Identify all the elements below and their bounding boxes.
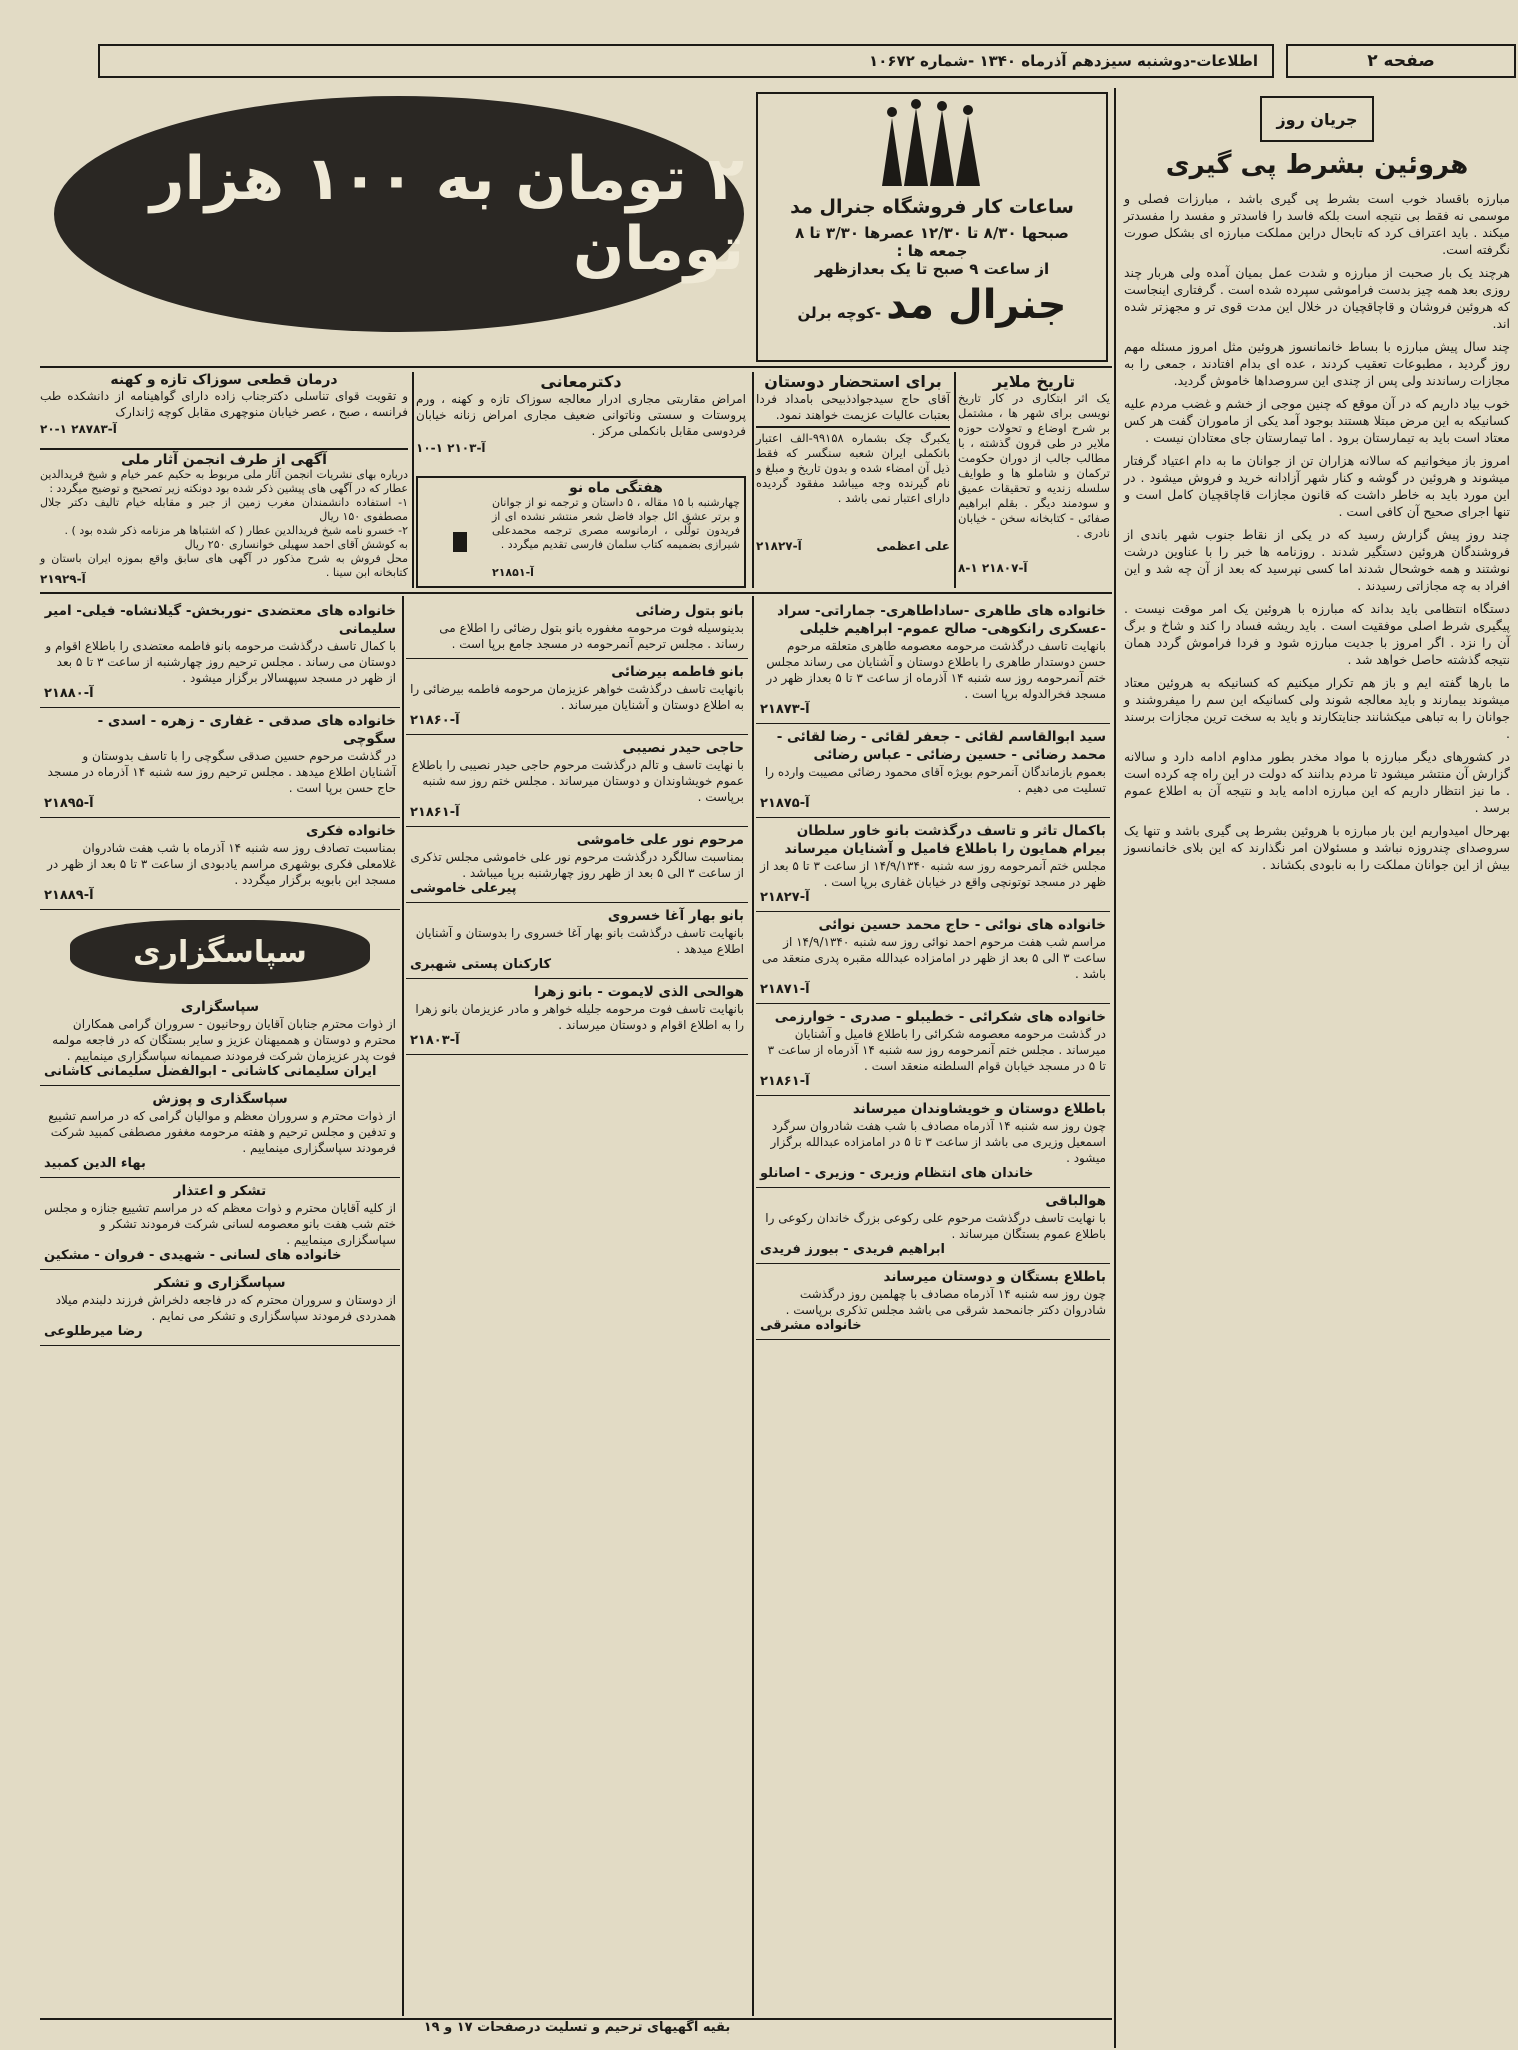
obituary-code: پیرعلی خاموشی bbox=[410, 881, 517, 896]
obituary bbox=[756, 724, 1110, 818]
footer-note: بقیه آگهیهای ترحیم و تسلیت درصفحات ۱۷ و ۱۹ bbox=[423, 2020, 731, 2035]
editorial-paragraph: ما بارها گفته ایم و باز هم تکرار میکنیم که کسانیکه به هروئین معتاد میشوند بیمارند و باید معالجه شوند ولی کسانیکه این سم را میفروشند و جوانان را به تباهی میکشانند جنایتکارند و باید به سخت ترین مجازات برسند . bbox=[1124, 675, 1510, 741]
obituary-family: خانواده های صدقی - غفاری - زهره - اسدی - سگوچی bbox=[97, 713, 396, 747]
obituary-family: هوالحی الذی لایموت - بانو زهرا bbox=[534, 984, 744, 1000]
issue-line: اطلاعات-دوشنبه سیزدهم آذرماه ۱۳۴۰ -شماره ۱۰۶۷۲ bbox=[869, 52, 1258, 70]
editorial-paragraph: در کشورهای دیگر مبارزه با مواد مخدر بطور مداوم ادامه دارد و سالانه گزارش آن منتشر میشود تا مردم بدانند که دولت در این راه چه کرده است . ما نیز انتظار داریم که این مبارزه ادامه یابد و نتیجه آن به اطلاع عموم برسد . bbox=[1124, 749, 1510, 815]
editorial-paragraph: چند روز پیش گزارش رسید که در یکی از نقاط جنوب شهر باندی از فروشندگان هروئین دستگیر شدند . روزنامه ها خبر را با عناوین درشت نوشتند و همه خوشحال شدند اما کسی نپرسید که بعد از آن چه شد و این افراد به چه مجازاتی رسیدند . bbox=[1124, 527, 1510, 593]
welcome-ad-text: آقای حاج سیدجوادذبیحی بامداد فردا بعتبات عالیات عزیمت خواهند نمود. bbox=[756, 392, 950, 422]
rubric-box bbox=[1260, 96, 1374, 142]
issue-line-box bbox=[98, 44, 1274, 78]
obituary-body: چون روز سه شنبه ۱۴ آذرماه مصادف با شب هفت شادروان سرگرد اسمعیل وزیری می باشد از ساعت ۳ تا ۵ در امامزاده عبدالله برگزار میشود . bbox=[770, 1119, 1106, 1165]
fridays-label: جمعه ها : bbox=[896, 242, 968, 260]
national-ad-text: درباره بهای نشریات انجمن آثار ملی مربوط به حکیم عمر خیام و شیخ فریدالدین عطار که در آگهی های پیشین ذکر شده بود دونکته زیر تصحیح و توضیح میگردد : bbox=[40, 468, 408, 495]
treatment-ad bbox=[40, 372, 408, 446]
thanks-banner bbox=[70, 920, 370, 984]
obituary-body: مجلس ختم آنمرحومه روز سه شنبه ۱۴/۹/۱۳۴۰ از ساعت ۳ تا ۵ بعد از ظهر در مسجد توتونچی واقع در خیابان غفاری برپا است . bbox=[760, 859, 1106, 889]
national-ad-item: ۲- خسرو نامه شیخ فریدالدین عطار ( که اشتباها هر مزنامه ذکر شده بود ) . bbox=[64, 524, 408, 537]
obituary-family: هوالباقی bbox=[1045, 1193, 1106, 1209]
general-mod-ad bbox=[756, 92, 1108, 362]
obituary-body: در گذشت مرحوم حسین صدقی سگوچی را با تاسف بدوستان و آشنایان اطلاع میدهد . مجلس ترحیم روز سه شنبه ۱۴ آذرماه در مسجد حاج حسن برپا است . bbox=[47, 749, 396, 795]
obituary-body: با کمال تاسف درگذشت مرحومه بانو فاطمه معتضدی را باطلاع اقوام و دوستان می رساند . مجلس ترحیم روز چهارشنبه از ساعت ۳ تا ۵ بعد از ظهر در مسجد سپهسالار برگزار میشود . bbox=[45, 639, 396, 685]
national-ad-title: آگهی از طرف انجمن آثار ملی bbox=[121, 452, 327, 468]
obituary-family: باطلاع بستگان و دوستان میرساند bbox=[883, 1269, 1106, 1285]
thanks-note-body: از کلیه آقایان محترم و ذوات معظم که در مراسم تشییع جنازه و مجلس ختم شب هفت بانو معصومه لسانی شرکت فرمودند تشکر و سپاسگزاری مینماییم . bbox=[44, 1201, 396, 1247]
history-ad-code: آ-۲۱۸۰۷ ۱-۸ bbox=[958, 561, 1028, 575]
page-number-box bbox=[1286, 44, 1516, 78]
fridays-hours: از ساعت ۹ صبح تا یک بعدازظهر bbox=[814, 260, 1050, 278]
doctor-ad-text: امراض مقاربتی مجاری ادرار معالجه سوزاک تازه و کهنه ، ورم پروستات و سستی وناتوانی ضعیف مجاری امراض زنانه خیابان فردوسی مقابل بانکملی مرکز . bbox=[416, 392, 746, 438]
thanks-note-title: سپاسگزاری bbox=[180, 999, 260, 1015]
obituary-code: آ-۲۱۸۷۳ bbox=[760, 702, 810, 717]
thanks-note-body: از دوستان و سروران محترم که در فاجعه دلخراش فرزند دلبندم میلاد همدردی فرمودند سپاسگزاری و تشکر می نمایم . bbox=[55, 1293, 396, 1323]
editorial-paragraph: مبارزه باقساد خوب است بشرط پی گیری باشد ، مبارزات فصلی و موسمی نه فقط بی نتیجه است بلکه فاسد را فاسدتر و مفسد را مفسدتر میکند . باید اعتراف کرد که تابحال دراین مملکت مبارزه ای بشکل صورت نگرفته است. bbox=[1124, 191, 1510, 257]
magazine-ad-title: هفتگی ماه نو bbox=[569, 480, 663, 496]
store-hours-title: ساعات کار فروشگاه جنرال مد bbox=[790, 196, 1074, 218]
magazine-ad-code: آ-۲۱۸۵۱ bbox=[492, 566, 534, 579]
column-rule bbox=[752, 372, 754, 588]
treatment-ad-text: و تقویت قوای تناسلی دکترجناب زاده دارای گواهینامه از دانشکده طب فرانسه ، صبح ، عصر خیابان منوچهری مقابل کوچه ژاندارک bbox=[40, 389, 408, 419]
obituary bbox=[756, 1188, 1110, 1264]
editorial-paragraph: چند سال پیش مبارزه با بساط خانمانسوز هروئین مثل امروز مسئله مهم روز گردید ، مطبوعات تعقیب کردند ، عده ای بدام افتادند ، جمعی را به مجازات رساندند ولی پس از چندی این سروصداها خاموش گردید. bbox=[1124, 339, 1510, 388]
thanks-note-sign: رضا میرطلوعی bbox=[44, 1324, 143, 1339]
history-ad-title: تاریخ ملایر bbox=[992, 372, 1076, 391]
obituary bbox=[756, 598, 1110, 724]
obituaries-center bbox=[406, 598, 748, 2018]
thanks-note-sign: ایران سلیمانی کاشانی - ابوالفضل سلیمانی کاشانی bbox=[44, 1064, 377, 1079]
moon-reader-icon bbox=[423, 492, 483, 572]
obituary-code: آ-۲۱۸۶۰ bbox=[410, 713, 460, 728]
editorial-paragraph: امروز باز میخوانیم که سالانه هزاران تن از جوانان ما به دام اعتیاد گرفتار میشوند و هروئین در گوشه و کنار شهر آزادانه خرید و فروش میشود . در این مورد باید به خاطر داشت که قانون مجازات قاچاقچیان کامل است و تنها اجرای صحیح آن کافی است . bbox=[1124, 453, 1510, 519]
obituary bbox=[40, 708, 400, 818]
national-ad-item: ۱- استفاده دانشمندان مغرب زمین از جبر و مقابله خیام تالیف دکتر جلال مصطفوی ۱۵۰ ریال bbox=[40, 496, 408, 523]
editorial-paragraph: هرچند یک بار صحبت از مبارزه و شدت عمل بمیان آمده ولی هربار چند روزی بعد همه چیز بدست فراموشی سپرده شده است . گرفتاری اینجاست که هروئین فروشان و قاچاقچیان در خلال این مدت قوی تر و مجهزتر شده اند. bbox=[1124, 265, 1510, 331]
obituary-body: بانهایت تاسف فوت مرحومه جلیله خواهر و مادر عزیزمان بانو زهرا را به اطلاع اقوام و دوستان میرساند . bbox=[415, 1002, 744, 1032]
thanks-note-body: از ذوات محترم و سروران معظم و موالیان گرامی که در مراسم تشییع و تدفین و مجلس ترحیم و هفته مرحومه مغفور مصطفی کمبید شرکت فرمودند سپاسگزاری مینماییم . bbox=[48, 1109, 396, 1155]
obituary bbox=[756, 1004, 1110, 1096]
thanks-banner-text: سپاسگزاری bbox=[133, 934, 307, 970]
rubric: جریان روز bbox=[1276, 109, 1358, 129]
promo-headline: ۲ تومان به ۱۰۰ هزار تومان bbox=[149, 144, 744, 284]
doctor-ad-code: آ-۲۱۰۳ ۱-۱۰ bbox=[416, 441, 486, 455]
obituary bbox=[40, 818, 400, 910]
obituary-body: چون روز سه شنبه ۱۴ آذرماه مصادف با چهلمین روز درگذشت شادروان دکتر جانمحمد شرقی می باشد مجلس تذکری برپاست . bbox=[785, 1287, 1106, 1317]
obituary-code: خاندان های انتظام وزیری - وزیری - اصانلو bbox=[760, 1166, 1034, 1181]
welcome-ad-signature: علی اعظمی bbox=[876, 538, 950, 553]
obituary-code: آ-۲۱۸۲۷ bbox=[760, 890, 810, 905]
editorial-paragraph: خوب بیاد داریم که در آن موقع که چنین موجی از خشم و غضب مردم علیه کسانیکه به این مرض مبتلا هستند بوجود آمد یکی از ماموران گفت هر کس معتاد است باید به تیمارستان برود . اما تیمارستان جای معتادان نیست . bbox=[1124, 396, 1510, 445]
obituary-body: بدینوسیله فوت مرحومه مغفوره بانو بتول رضائی را اطلاع می رساند . مجلس ترحیم آنمرحومه در مسجد جامع برپا است . bbox=[439, 621, 744, 651]
section-rule bbox=[40, 592, 1112, 594]
promo-banner bbox=[54, 96, 744, 332]
store-hours: صبحها ۸/۳۰ تا ۱۲/۳۰ عصرها ۳/۳۰ تا ۸ bbox=[795, 224, 1069, 242]
obituary bbox=[756, 912, 1110, 1004]
lost-check-text: یکبرگ چک بشماره ۹۹۱۵۸-الف اعتبار بانکملی ایران شعبه سنگسر که فقط ذیل آن امضاء شده و بدون تاریخ و مبلغ و نام گیرنده وجه میباشد مفقود گردیده دارای اعتبار نمی باشد . bbox=[756, 430, 951, 505]
obituary-body: در گذشت مرحومه معصومه شکرائی را باطلاع فامیل و آشنایان میرساند . مجلس ختم آنمرحومه روز سه شنبه ۱۴ آذرماه از ساعت ۳ تا ۵ در مسجد خیابان قوام السلطنه منعقد است . bbox=[767, 1027, 1106, 1073]
obituary-body: بانهایت تاسف درگذشت بانو بهار آغا خسروی را بدوستان و آشنایان اطلاع میدهد . bbox=[415, 926, 744, 956]
column-rule bbox=[1114, 88, 1116, 2048]
obituary-code: آ-۲۱۸۷۵ bbox=[760, 796, 810, 811]
welcome-ad bbox=[756, 372, 950, 588]
obituary-body: بمناسبت تصادف روز سه شنبه ۱۴ آذرماه با شب هفت شادروان غلامعلی فکری بوشهری مراسم یادبودی از ساعت ۳ تا ۵ بعد از ظهر در مسجد ابن بابویه برگزار میگردد . bbox=[47, 841, 396, 887]
obituary-body: بانهایت تاسف درگذشت خواهر عزیزمان مرحومه فاطمه بیرضائی را به اطلاع دوستان و آشنایان میرساند . bbox=[410, 682, 744, 712]
obituary-family: باکمال تاثر و تاسف درگذشت بانو خاور سلطان بیرام همایون را باطلاع فامیل و آشنایان میرساند bbox=[784, 823, 1106, 857]
magazine-ad-text: چهارشنبه با ۱۵ مقاله ، ۵ داستان و ترجمه نو از جوانان و برتر عشق ائل جواد فاضل شعر منتشر نشده ای از فریدون تولّلی ، ارمانوسه مصری ترجمه محمدعلی شیرازی بضمیمه کتاب سلمان فارسی تقدیم میگردد . bbox=[492, 496, 740, 551]
thanks-note-sign: بهاء الدین کمبید bbox=[44, 1156, 146, 1171]
history-ad bbox=[958, 372, 1110, 588]
obituary-family: سید ابوالقاسم لقائی - جعفر لقائی - رضا لقائی - محمد رضائی - حسین رضائی - عباس رضائی bbox=[776, 729, 1106, 763]
obituary-body: بانهایت تاسف درگذشت مرحومه معصومه طاهری متعلقه مرحوم حسن دوستدار طاهری را باطلاع دوستان و آشنایان می رساند مجلس ختم آنمرحومه روز سه شنبه ۱۴ آذرماه از ساعت ۳ تا ۵ بعداز ظهر در مسجد فخرالدوله برپا است . bbox=[766, 639, 1106, 701]
obituary-code: آ-۲۱۸۶۱ bbox=[410, 805, 460, 820]
thanks-note bbox=[40, 1086, 400, 1178]
treatment-ad-title: درمان قطعی سوزاک تازه و کهنه bbox=[110, 372, 338, 388]
obituary bbox=[406, 903, 748, 979]
thanks-note bbox=[40, 1270, 400, 1346]
obituary-family: خانواده فکری bbox=[305, 823, 396, 839]
obituary-family: خانواده های شکرائی - خطیبلو - صدری - خوارزمی bbox=[774, 1009, 1106, 1025]
national-works-ad bbox=[40, 452, 408, 588]
column-rule bbox=[954, 372, 956, 588]
obituary-code: آ-۲۱۸۶۱ bbox=[760, 1074, 810, 1089]
obituary-family: مرحوم نور علی خاموشی bbox=[576, 832, 744, 848]
editorial-paragraph: دستگاه انتظامی باید بداند که مبارزه با هروئین یک امر موقت نیست . پیگیری شرط اصلی موفقیت است . باید ریشه فساد را کند و شاخ و برگ آن را نزد . اگر امروز با جدیت مبارزه شود و فردا فراموش گردد همان نتیجه گذشته حاصل خواهد شد . bbox=[1124, 601, 1510, 667]
obituary bbox=[756, 818, 1110, 912]
obituary bbox=[40, 598, 400, 708]
crown-logo-icon bbox=[872, 98, 992, 190]
column-rule bbox=[752, 596, 754, 2016]
welcome-ad-title: برای استحضار دوستان bbox=[764, 372, 942, 391]
column-rule bbox=[402, 596, 404, 2016]
welcome-ad-code: آ-۲۱۸۲۷ bbox=[756, 538, 802, 553]
thanks-note-title: سپاسگزاری و تشکر bbox=[154, 1275, 286, 1291]
obituary bbox=[406, 827, 748, 903]
obituary-code: کارکنان پستی شهبری bbox=[410, 957, 552, 972]
obituary-family: خانواده های معتضدی -نوربخش- گیلانشاه- فیلی- امیر سلیمانی bbox=[44, 603, 396, 637]
history-ad-text: یک اثر ابتکاری در کار تاریخ نویسی برای شهر ها ، مشتمل بر شرح اوضاع و تحولات حوزه ملایر در طی قرون گذشته ، با مطالب جالب از دوران حکومت ترکمان و شاملو ها و طوایف سلسله زندیه و تحقیقات عمیق و سودمند دیگر . بقلم ابراهیم صفائی - کتابخانه سخن - خیابان نادری . bbox=[958, 391, 1110, 540]
obituary-code: خانواده مشرقی bbox=[760, 1318, 862, 1333]
magazine-ad bbox=[416, 476, 746, 588]
brand-name: جنرال مد bbox=[886, 282, 1067, 328]
obituary-code: آ-۲۱۸۰۳ bbox=[410, 1033, 460, 1048]
obituary-family: حاجی حیدر نصیبی bbox=[622, 740, 744, 756]
thanks-note bbox=[40, 994, 400, 1086]
ad-divider bbox=[756, 426, 950, 428]
thanks-note-sign: خانواده های لسانی - شهیدی - فروان - مشکین bbox=[44, 1248, 342, 1263]
obituary bbox=[406, 598, 748, 659]
obituaries-right bbox=[756, 598, 1110, 2018]
page-number: صفحه ۲ bbox=[1367, 51, 1435, 71]
obituary bbox=[406, 735, 748, 827]
obituary-body: با نهایت تاسف و تالم درگذشت مرحوم حاجی حیدر نصیبی را باطلاع عموم خویشاوندان و دوستان میرساند . مجلس ختم روز سه شنبه برپاست . bbox=[411, 758, 744, 804]
obituary-code: آ-۲۱۸۸۹ bbox=[44, 888, 94, 903]
obituary-family: بانو بهار آغا خسروی bbox=[607, 908, 744, 924]
obituary bbox=[406, 659, 748, 735]
obituary-body: مراسم شب هفت مرحوم احمد نوائی روز سه شنبه ۱۴/۹/۱۳۴۰ از ساعت ۳ الی ۵ بعد از ظهر در امامزاده عبدالله مقبره پدری منعقد می باشد . bbox=[762, 935, 1106, 981]
ad-divider bbox=[40, 448, 408, 450]
obituary bbox=[406, 979, 748, 1055]
thanks-note bbox=[40, 1178, 400, 1270]
obituary-family: خانواده های نوائی - حاج محمد حسین نوائی bbox=[818, 917, 1106, 933]
obituary-code: آ-۲۱۸۸۰ bbox=[44, 686, 94, 701]
obituary-family: خانواده های طاهری -ساداطاهری- جماراتی- سراد -عسکری رانکوهی- صالح عموم- ابراهیم خلیلی bbox=[777, 603, 1106, 637]
editorial-column bbox=[1118, 90, 1516, 2050]
national-ad-footer: محل فروش به شرح مذکور در آگهی های سابق واقع بموزه ایران باستان و کتابخانه ابن سینا . bbox=[40, 552, 408, 579]
obituary-code: آ-۲۱۸۷۱ bbox=[760, 982, 810, 997]
obituary-family: بانو فاطمه بیرضائی bbox=[611, 664, 744, 680]
section-rule bbox=[40, 366, 1112, 368]
obituary-family: بانو بتول رضائی bbox=[635, 603, 744, 619]
editorial-paragraph: بهرحال امیدواریم این بار مبارزه با هروئین بشرط پی گیری باشد و تنها یک سروصدای چندروزه نباشد و مسئولان امر نگذارند که این بلای خانمانسوز بیش از این جوانان مملکت را به نابودی بکشاند . bbox=[1124, 823, 1510, 872]
national-ad-code: آ-۲۱۹۲۹ bbox=[40, 572, 86, 586]
doctor-ad-title: دکترمعانی bbox=[540, 372, 622, 391]
national-ad-item: به کوشش آقای احمد سهیلی خوانساری ۲۵۰ ریال bbox=[184, 538, 408, 551]
obituaries-left bbox=[40, 598, 400, 2018]
brand-street: -کوچه برلن bbox=[797, 304, 882, 322]
obituary bbox=[756, 1264, 1110, 1340]
editorial-body bbox=[1118, 190, 1516, 2020]
obituary-family: باطلاع دوستان و خویشاوندان میرساند bbox=[852, 1101, 1106, 1117]
column-rule bbox=[412, 372, 414, 588]
obituary-body: با نهایت تاسف درگذشت مرحوم علی رکوعی بزرگ خاندان رکوعی را باطلاع عموم بستگان میرساند . bbox=[765, 1211, 1106, 1241]
doctor-ad bbox=[416, 372, 746, 470]
obituary-code: ابراهیم فریدی - بیورز فریدی bbox=[760, 1242, 946, 1257]
obituary-body: بمناسبت سالگرد درگذشت مرحوم نور علی خاموشی مجلس تذکری از ساعت ۳ الی ۵ بعد از ظهر روز چهارشنبه برپا میباشد . bbox=[410, 850, 744, 880]
thanks-note-title: سپاسگذاری و پوزش bbox=[152, 1091, 288, 1107]
obituary-code: آ-۲۱۸۹۵ bbox=[44, 796, 94, 811]
editorial-title: هروئین بشرط پی گیری bbox=[1165, 150, 1469, 180]
thanks-note-body: از ذوات محترم جنابان آقایان روحانیون - سروران گرامی همکاران محترم و دوستان و هممیهنان عزیز و سایر بستگان که در فاجعه مولمه فوت پدر عزیزمان شرکت فرمودند صمیمانه سپاسگزاری مینماییم . bbox=[52, 1017, 396, 1063]
obituary-body: بعموم بازماندگان آنمرحوم بویژه آقای محمود رضائی مصیبت وارده را تسلیت می دهیم . bbox=[764, 765, 1106, 795]
treatment-ad-code: آ-۲۸۷۸۳ ۱-۲۰ bbox=[40, 422, 117, 436]
thanks-note-title: تشکر و اعتذار bbox=[173, 1183, 267, 1199]
obituary bbox=[756, 1096, 1110, 1188]
